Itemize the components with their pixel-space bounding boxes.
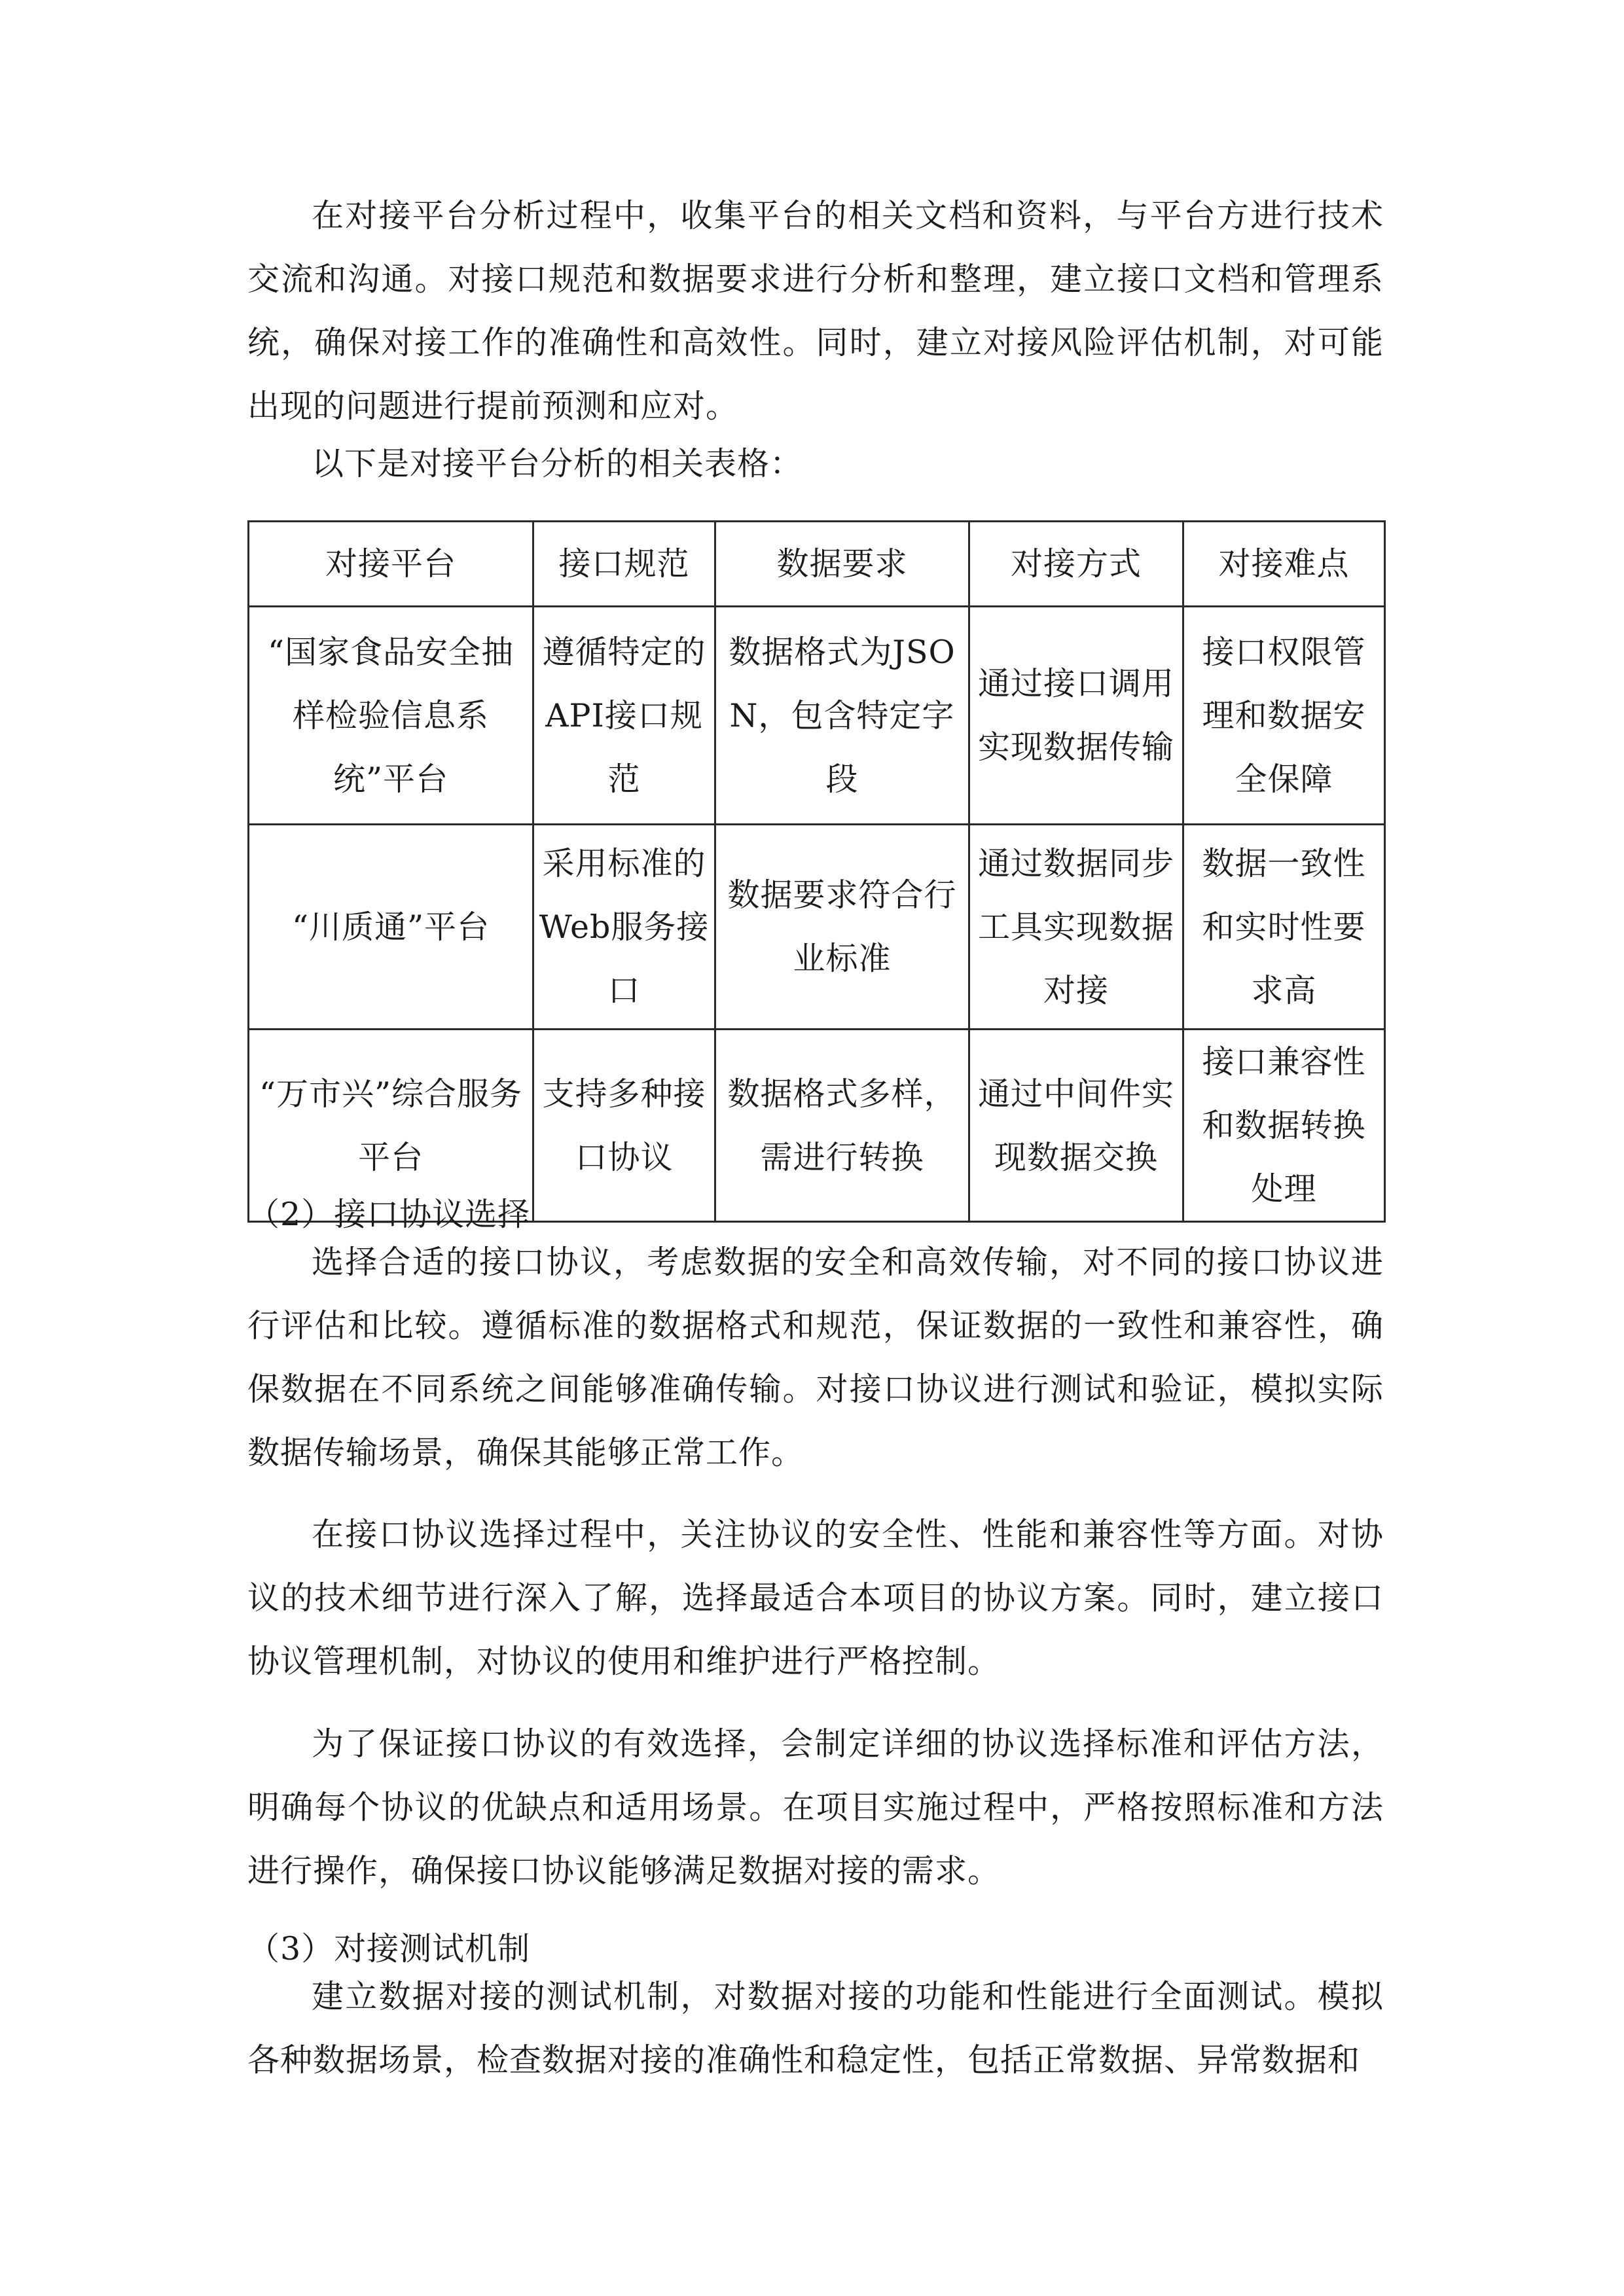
table-cell: “国家食品安全抽样检验信息系统”平台 — [249, 607, 533, 825]
paragraph-testing: 建立数据对接的测试机制，对数据对接的功能和性能进行全面测试。模拟各种数据场景，检查数据对接的准确性和稳定性，包括正常数据、异常数据和 — [247, 1978, 1384, 2079]
table-header-cell: 对接方式 — [969, 522, 1183, 607]
table-row — [249, 607, 1385, 825]
platform-analysis-table — [247, 520, 1386, 1223]
table-cell: 数据格式多样，需进行转换 — [715, 1030, 969, 1222]
paragraph-protocol-standards: 为了保证接口协议的有效选择，会制定详细的协议选择标准和评估方法，明确每个协议的优缺点和适用场景。在项目实施过程中，严格按照标准和方法进行操作，确保接口协议能够满足数据对接的需求。 — [247, 1725, 1384, 1890]
table-header-cell: 对接难点 — [1183, 522, 1385, 607]
table-cell: 接口权限管理和数据安全保障 — [1183, 607, 1385, 825]
table-cell: 通过中间件实现数据交换 — [969, 1030, 1183, 1222]
table-cell: 支持多种接口协议 — [533, 1030, 715, 1222]
table-header-cell: 数据要求 — [715, 522, 969, 607]
table-cell: 采用标准的Web服务接口 — [533, 825, 715, 1030]
table-cell: 数据要求符合行业标准 — [715, 825, 969, 1030]
table-header-cell: 对接平台 — [249, 522, 533, 607]
table-cell: 通过接口调用实现数据传输 — [969, 607, 1183, 825]
table-cell: 数据格式为JSON，包含特定字段 — [715, 607, 969, 825]
table-cell: “川质通”平台 — [249, 825, 533, 1030]
paragraph-platform-analysis: 在对接平台分析过程中，收集平台的相关文档和资料，与平台方进行技术交流和沟通。对接口规范和数据要求进行分析和整理，建立接口文档和管理系统，确保对接工作的准确性和高效性。同时，建立对接风险评估机制，对可能出现的问题进行提前预测和应对。 — [247, 197, 1384, 425]
table-header-cell: 接口规范 — [533, 522, 715, 607]
section-heading-interface-protocol: （2）接口协议选择 — [247, 1196, 531, 1233]
table-cell: 接口兼容性和数据转换处理 — [1183, 1030, 1385, 1222]
section-heading-testing-mechanism: （3）对接测试机制 — [247, 1930, 531, 1967]
table-row — [249, 825, 1385, 1030]
table-cell: 数据一致性和实时性要求高 — [1183, 825, 1385, 1030]
table-header-row — [249, 522, 1385, 607]
table-cell: 通过数据同步工具实现数据对接 — [969, 825, 1183, 1030]
table-cell: “万市兴”综合服务平台 — [249, 1030, 533, 1222]
table-cell: 遵循特定的API接口规范 — [533, 607, 715, 825]
paragraph-table-intro: 以下是对接平台分析的相关表格： — [312, 445, 803, 482]
paragraph-protocol-selection: 选择合适的接口协议，考虑数据的安全和高效传输，对不同的接口协议进行评估和比较。遵循标准的数据格式和规范，保证数据的一致性和兼容性，确保数据在不同系统之间能够准确传输。对接口协议进行测试和验证，模拟实际数据传输场景，确保其能够正常工作。 — [247, 1244, 1384, 1471]
paragraph-protocol-process: 在接口协议选择过程中，关注协议的安全性、性能和兼容性等方面。对协议的技术细节进行深入了解，选择最适合本项目的协议方案。同时，建立接口协议管理机制，对协议的使用和维护进行严格控制。 — [247, 1516, 1384, 1680]
